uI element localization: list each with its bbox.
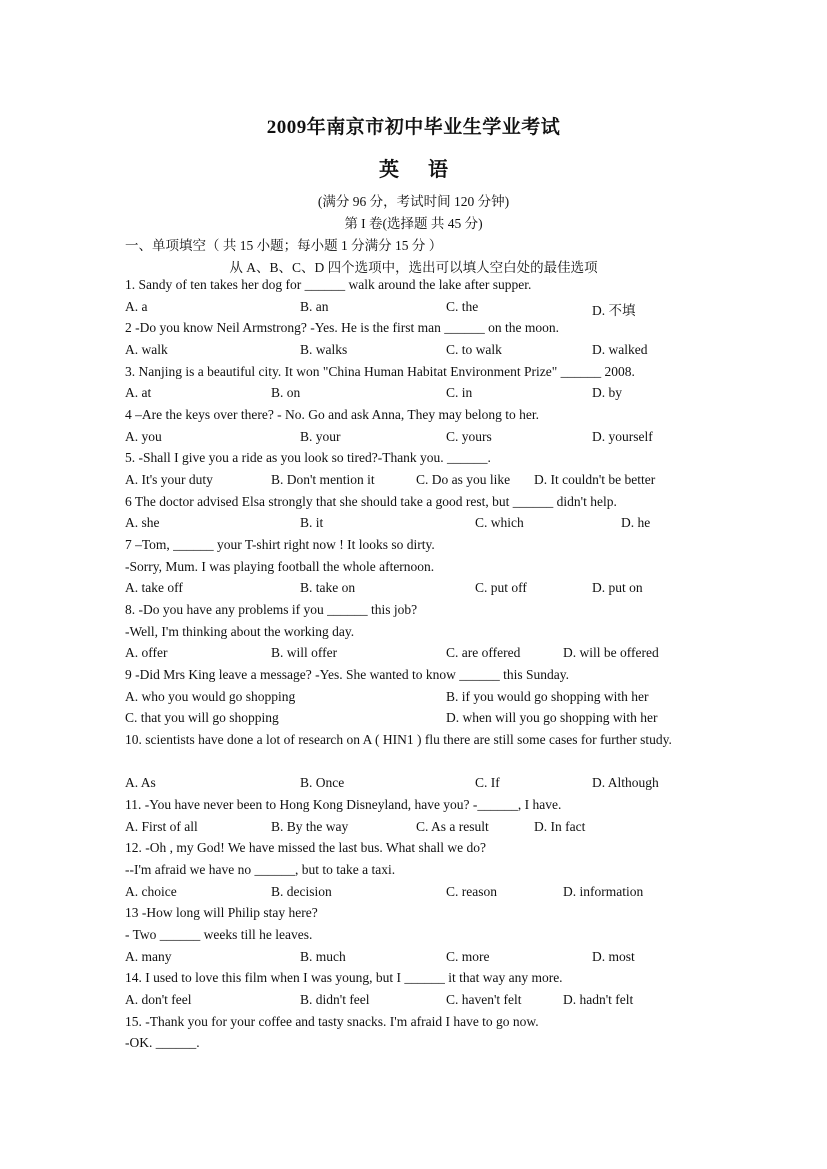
option-c: C. put off [475, 580, 527, 595]
option-row [125, 710, 705, 730]
option-d: D. yourself [592, 429, 653, 444]
option-a: A. at [125, 385, 152, 400]
option-c: C. which [475, 515, 524, 530]
option-c: C. reason [446, 884, 497, 899]
option-d: D. In fact [534, 819, 586, 834]
option-row [125, 992, 705, 1012]
option-d: D. when will you go shopping with her [446, 710, 658, 725]
option-c: C. in [446, 385, 473, 400]
option-b: B. your [300, 429, 341, 444]
question-text: 14. I used to love this film when I was young, but I ______ it that way any more. [125, 970, 563, 985]
option-b: B. take on [300, 580, 356, 595]
option-row [125, 645, 705, 665]
option-a: A. who you would go shopping [125, 689, 296, 704]
option-b: B. on [271, 385, 301, 400]
option-b: B. an [300, 299, 329, 314]
question-text: 7 –Tom, ______ your T-shirt right now ! It looks so dirty. [125, 537, 435, 552]
question-text: 4 –Are the keys over there? - No. Go and ask Anna, They may belong to her. [125, 407, 540, 422]
option-row [125, 299, 705, 319]
option-d: D. by [592, 385, 622, 400]
option-a: A. As [125, 775, 156, 790]
question-text: 8. -Do you have any problems if you ______ this job? [125, 602, 418, 617]
option-b: B. Don't mention it [271, 472, 375, 487]
option-d: D. most [592, 949, 635, 964]
option-row [125, 949, 705, 969]
option-b: B. By the way [271, 819, 349, 834]
option-d: D. It couldn't be better [534, 472, 656, 487]
option-row [125, 689, 705, 709]
exam-info: (满分 96 分，考试时间 120 分钟) [317, 194, 510, 209]
question-text: 11. -You have never been to Hong Kong Disneyland, have you? -______, I have. [125, 797, 562, 812]
question-text: 6 The doctor advised Elsa strongly that she should take a good rest, but ______ didn't help. [125, 494, 617, 509]
section-heading: 一、单项填空（ 共 15 小题；每小题 1 分满分 15 分 ） [125, 238, 443, 253]
option-c: C. yours [446, 429, 492, 444]
option-row [125, 342, 705, 362]
option-d: D. walked [592, 342, 648, 357]
option-b: B. will offer [271, 645, 338, 660]
option-c: C. the [446, 299, 479, 314]
question-text: 13 -How long will Philip stay here? [125, 905, 318, 920]
question-text: 15. -Thank you for your coffee and tasty snacks. I'm afraid I have to go now. [125, 1014, 539, 1029]
option-c: C. that you will go shopping [125, 710, 279, 725]
option-b: B. much [300, 949, 346, 964]
option-row [125, 775, 705, 795]
question-text: -Sorry, Mum. I was playing football the whole afternoon. [125, 559, 435, 574]
option-row [125, 385, 705, 405]
option-b: B. decision [271, 884, 332, 899]
option-c: C. As a result [416, 819, 489, 834]
option-a: A. you [125, 429, 162, 444]
option-b: B. Once [300, 775, 345, 790]
option-d: D. Although [592, 775, 659, 790]
question-text: 10. scientists have done a lot of research on A ( HIN1 ) flu there are still some cases for further study. [125, 732, 672, 747]
option-row [125, 429, 705, 449]
option-a: A. offer [125, 645, 168, 660]
subject-title: 英 语 [379, 159, 448, 181]
option-row [125, 515, 705, 535]
question-text: -OK. ______. [125, 1035, 200, 1050]
question-text: 12. -Oh , my God! We have missed the last bus. What shall we do? [125, 840, 486, 855]
option-row [125, 819, 705, 839]
exam-title: 2009年南京市初中毕业生学业考试 [266, 117, 561, 138]
question-text: 2 -Do you know Neil Armstrong? -Yes. He is the first man ______ on the moon. [125, 320, 559, 335]
option-d: D. will be offered [563, 645, 659, 660]
option-a: A. a [125, 299, 148, 314]
option-d: D. he [621, 515, 651, 530]
volume-heading: 第 I 卷(选择题 共 45 分) [344, 216, 483, 231]
question-text: --I'm afraid we have no ______, but to take a taxi. [125, 862, 396, 877]
option-c: C. If [475, 775, 500, 790]
option-a: A. It's your duty [125, 472, 213, 487]
option-d: D. information [563, 884, 644, 899]
option-d: D. 不填 [592, 303, 636, 318]
option-d: D. put on [592, 580, 643, 595]
question-text: 1. Sandy of ten takes her dog for ______ walk around the lake after supper. [125, 277, 532, 292]
question-text: 5. -Shall I give you a ride as you look so tired?-Thank you. ______. [125, 450, 491, 465]
option-row [125, 472, 705, 492]
option-a: A. walk [125, 342, 168, 357]
option-a: A. choice [125, 884, 177, 899]
option-row [125, 580, 705, 600]
option-d: D. hadn't felt [563, 992, 634, 1007]
option-a: A. take off [125, 580, 183, 595]
question-text: - Two ______ weeks till he leaves. [125, 927, 313, 942]
option-c: C. more [446, 949, 490, 964]
option-c: C. to walk [446, 342, 502, 357]
option-a: A. don't feel [125, 992, 192, 1007]
option-a: A. many [125, 949, 172, 964]
question-text: -Well, I'm thinking about the working day. [125, 624, 355, 639]
option-row [125, 884, 705, 904]
option-c: C. haven't felt [446, 992, 522, 1007]
option-b: B. didn't feel [300, 992, 370, 1007]
option-c: C. Do as you like [416, 472, 511, 487]
option-a: A. she [125, 515, 160, 530]
question-text: 3. Nanjing is a beautiful city. It won "China Human Habitat Environment Prize" ______ 2008. [125, 364, 635, 379]
option-b: B. it [300, 515, 324, 530]
option-b: B. walks [300, 342, 348, 357]
option-b: B. if you would go shopping with her [446, 689, 649, 704]
section-instruction: 从 A、B、C、D 四个选项中，选出可以填人空白处的最佳选项 [229, 260, 598, 275]
option-a: A. First of all [125, 819, 198, 834]
question-text: 9 -Did Mrs King leave a message? -Yes. She wanted to know ______ this Sunday. [125, 667, 569, 682]
option-c: C. are offered [446, 645, 521, 660]
